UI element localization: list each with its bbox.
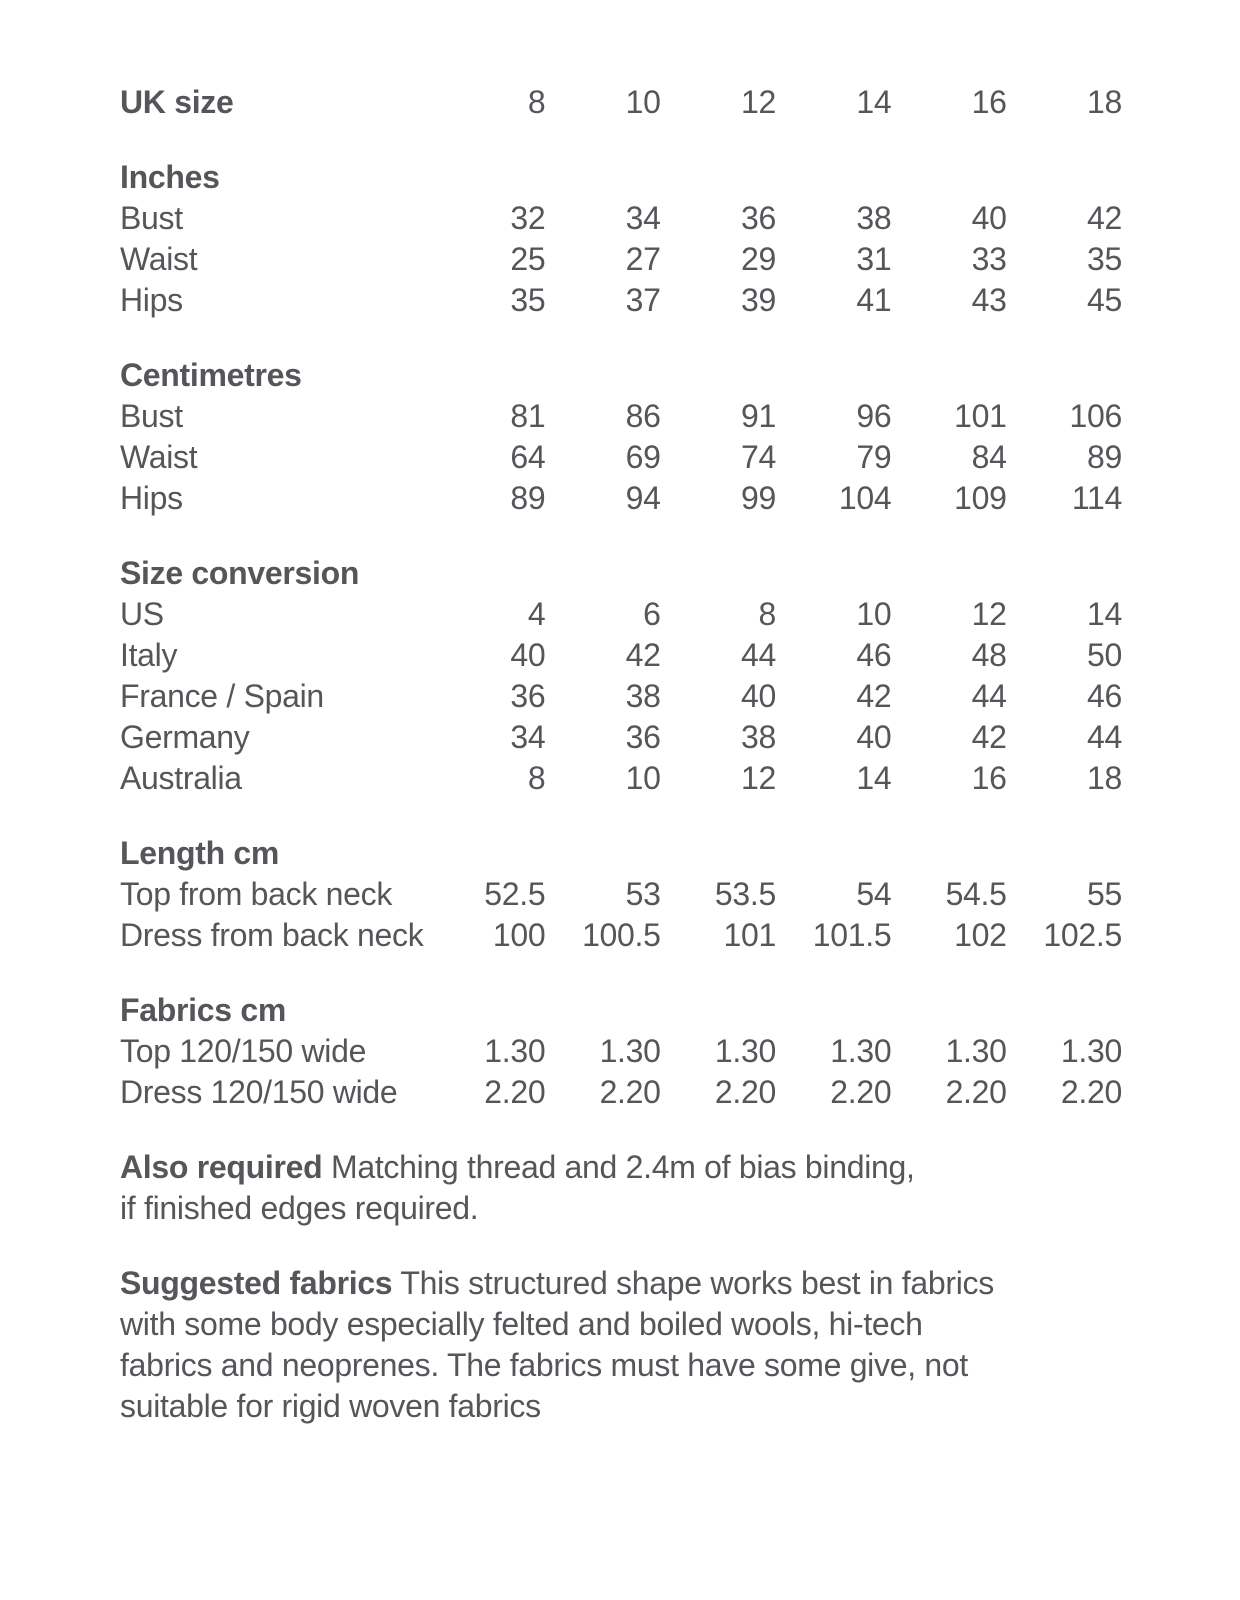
cell-value: 53.5 (714, 876, 776, 912)
table-row (120, 239, 1122, 280)
cell-value: 31 (856, 241, 892, 277)
row-label: Top 120/150 wide (120, 1033, 367, 1069)
cell-value: 52.5 (484, 876, 546, 912)
cell-value: 37 (625, 282, 661, 318)
cell-value: 44 (971, 678, 1007, 714)
table-section (120, 833, 1122, 956)
cell-value: 2.20 (1060, 1074, 1122, 1110)
cell-value: 2.20 (484, 1074, 546, 1110)
cell-value: 33 (971, 241, 1007, 277)
row-label: Top from back neck (120, 876, 393, 912)
cell-value: 69 (625, 439, 661, 475)
cell-value: 64 (510, 439, 546, 475)
cell-value: 40 (856, 719, 892, 755)
row-label: France / Spain (120, 678, 324, 714)
table-row (120, 1031, 1122, 1072)
note-line (120, 1263, 1122, 1304)
cell-value: 42 (856, 678, 892, 714)
table-section (120, 157, 1122, 321)
cell-value: 25 (510, 241, 546, 277)
cell-value: 12 (971, 596, 1007, 632)
row-label: Germany (120, 719, 250, 755)
cell-value: 8 (527, 84, 546, 120)
cell-value: 104 (838, 480, 892, 516)
table-row (120, 717, 1122, 758)
note-line: if finished edges required. (120, 1190, 479, 1226)
cell-value: 2.20 (599, 1074, 661, 1110)
cell-value: 109 (954, 480, 1007, 516)
cell-value: 1.30 (599, 1033, 661, 1069)
table-section (120, 990, 1122, 1113)
cell-value: 102 (954, 917, 1007, 953)
note-paragraph (120, 1263, 1122, 1427)
cell-value: 16 (971, 760, 1007, 796)
cell-value: 54 (856, 876, 892, 912)
cell-value: 34 (510, 719, 546, 755)
table-row (120, 280, 1122, 321)
cell-value: 46 (1087, 678, 1122, 714)
cell-value: 91 (741, 398, 776, 434)
row-label: Bust (120, 398, 183, 434)
cell-value: 79 (856, 439, 892, 475)
cell-value: 41 (856, 282, 892, 318)
cell-value: 6 (643, 596, 661, 632)
table-row (120, 758, 1122, 799)
cell-value: 8 (758, 596, 776, 632)
cell-value: 2.20 (714, 1074, 776, 1110)
cell-value: 46 (856, 637, 892, 673)
note-paragraph (120, 1147, 1122, 1229)
row-label: Dress 120/150 wide (120, 1074, 398, 1110)
cell-value: 54.5 (945, 876, 1007, 912)
note-text: This structured shape works best in fabrics (400, 1265, 994, 1301)
cell-value: 101 (954, 398, 1007, 434)
cell-value: 16 (971, 84, 1007, 120)
note-text: Matching thread and 2.4m of bias binding, (330, 1149, 915, 1185)
row-label: US (120, 596, 164, 632)
note-lead: Suggested fabrics (120, 1265, 393, 1301)
cell-value: 1.30 (484, 1033, 546, 1069)
cell-value: 12 (741, 84, 776, 120)
cell-value: 1.30 (945, 1033, 1007, 1069)
cell-value: 39 (741, 282, 776, 318)
cell-value: 12 (741, 760, 776, 796)
table-row (120, 833, 1122, 874)
cell-value: 81 (510, 398, 546, 434)
cell-value: 44 (741, 637, 776, 673)
cell-value: 86 (625, 398, 661, 434)
cell-value: 101.5 (812, 917, 892, 953)
notes (120, 1147, 1122, 1427)
table-section (120, 553, 1122, 799)
cell-value: 38 (741, 719, 776, 755)
size-chart (120, 82, 1122, 1113)
note-line (120, 1147, 1122, 1188)
cell-value: 35 (1087, 241, 1122, 277)
table-row (120, 635, 1122, 676)
cell-value: 100 (492, 917, 546, 953)
cell-value: 36 (741, 200, 776, 236)
table-row (120, 478, 1122, 519)
row-label: Italy (120, 637, 178, 673)
cell-value: 89 (510, 480, 546, 516)
note-line: with some body especially felted and boiled wools, hi-tech (120, 1306, 923, 1342)
table-row (120, 198, 1122, 239)
cell-value: 38 (856, 200, 892, 236)
cell-value: 18 (1087, 84, 1122, 120)
row-label: Hips (120, 480, 183, 516)
cell-value: 8 (527, 760, 546, 796)
row-label: Fabrics cm (120, 992, 286, 1028)
row-label: UK size (120, 84, 234, 120)
cell-value: 29 (741, 241, 776, 277)
row-label: Hips (120, 282, 183, 318)
cell-value: 4 (527, 596, 546, 632)
cell-value: 35 (510, 282, 546, 318)
cell-value: 89 (1087, 439, 1122, 475)
row-label: Waist (120, 439, 198, 475)
row-label: Size conversion (120, 555, 360, 591)
table-row (120, 594, 1122, 635)
cell-value: 42 (1087, 200, 1122, 236)
cell-value: 2.20 (945, 1074, 1007, 1110)
cell-value: 14 (856, 760, 892, 796)
row-label: Inches (120, 159, 220, 195)
cell-value: 42 (971, 719, 1007, 755)
cell-value: 40 (741, 678, 776, 714)
cell-value: 74 (741, 439, 776, 475)
cell-value: 34 (625, 200, 661, 236)
cell-value: 10 (625, 760, 661, 796)
cell-value: 36 (510, 678, 546, 714)
row-label: Centimetres (120, 357, 302, 393)
note-line: fabrics and neoprenes. The fabrics must have some give, not (120, 1347, 968, 1383)
table-section (120, 355, 1122, 519)
cell-value: 84 (971, 439, 1007, 475)
cell-value: 40 (510, 637, 546, 673)
table-row (120, 915, 1122, 956)
note-line: suitable for rigid woven fabrics (120, 1388, 541, 1424)
table-row (120, 82, 1122, 123)
cell-value: 102.5 (1043, 917, 1122, 953)
cell-value: 32 (510, 200, 546, 236)
cell-value: 114 (1071, 480, 1122, 516)
cell-value: 1.30 (1060, 1033, 1122, 1069)
cell-value: 2.20 (830, 1074, 892, 1110)
cell-value: 27 (625, 241, 661, 277)
cell-value: 106 (1069, 398, 1122, 434)
cell-value: 36 (625, 719, 661, 755)
table-row (120, 874, 1122, 915)
table-row (120, 355, 1122, 396)
cell-value: 42 (625, 637, 661, 673)
cell-value: 55 (1087, 876, 1122, 912)
row-label: Bust (120, 200, 183, 236)
cell-value: 1.30 (714, 1033, 776, 1069)
row-label: Length cm (120, 835, 280, 871)
table-row (120, 676, 1122, 717)
cell-value: 96 (856, 398, 892, 434)
table-row (120, 396, 1122, 437)
cell-value: 43 (971, 282, 1007, 318)
table-row (120, 1072, 1122, 1113)
table-row (120, 157, 1122, 198)
cell-value: 14 (856, 84, 892, 120)
cell-value: 94 (625, 480, 661, 516)
table-row (120, 553, 1122, 594)
cell-value: 48 (971, 637, 1007, 673)
cell-value: 14 (1087, 596, 1122, 632)
cell-value: 10 (856, 596, 892, 632)
note-lead: Also required (120, 1149, 323, 1185)
table-row (120, 437, 1122, 478)
cell-value: 18 (1087, 760, 1122, 796)
cell-value: 44 (1087, 719, 1122, 755)
row-label: Australia (120, 760, 242, 796)
cell-value: 53 (625, 876, 661, 912)
cell-value: 50 (1087, 637, 1122, 673)
cell-value: 1.30 (830, 1033, 892, 1069)
cell-value: 101 (723, 917, 776, 953)
table-row (120, 990, 1122, 1031)
cell-value: 40 (971, 200, 1007, 236)
cell-value: 38 (625, 678, 661, 714)
cell-value: 45 (1087, 282, 1122, 318)
cell-value: 10 (625, 84, 661, 120)
cell-value: 100.5 (582, 917, 661, 953)
row-label: Dress from back neck (120, 917, 424, 953)
cell-value: 99 (741, 480, 776, 516)
row-label: Waist (120, 241, 198, 277)
